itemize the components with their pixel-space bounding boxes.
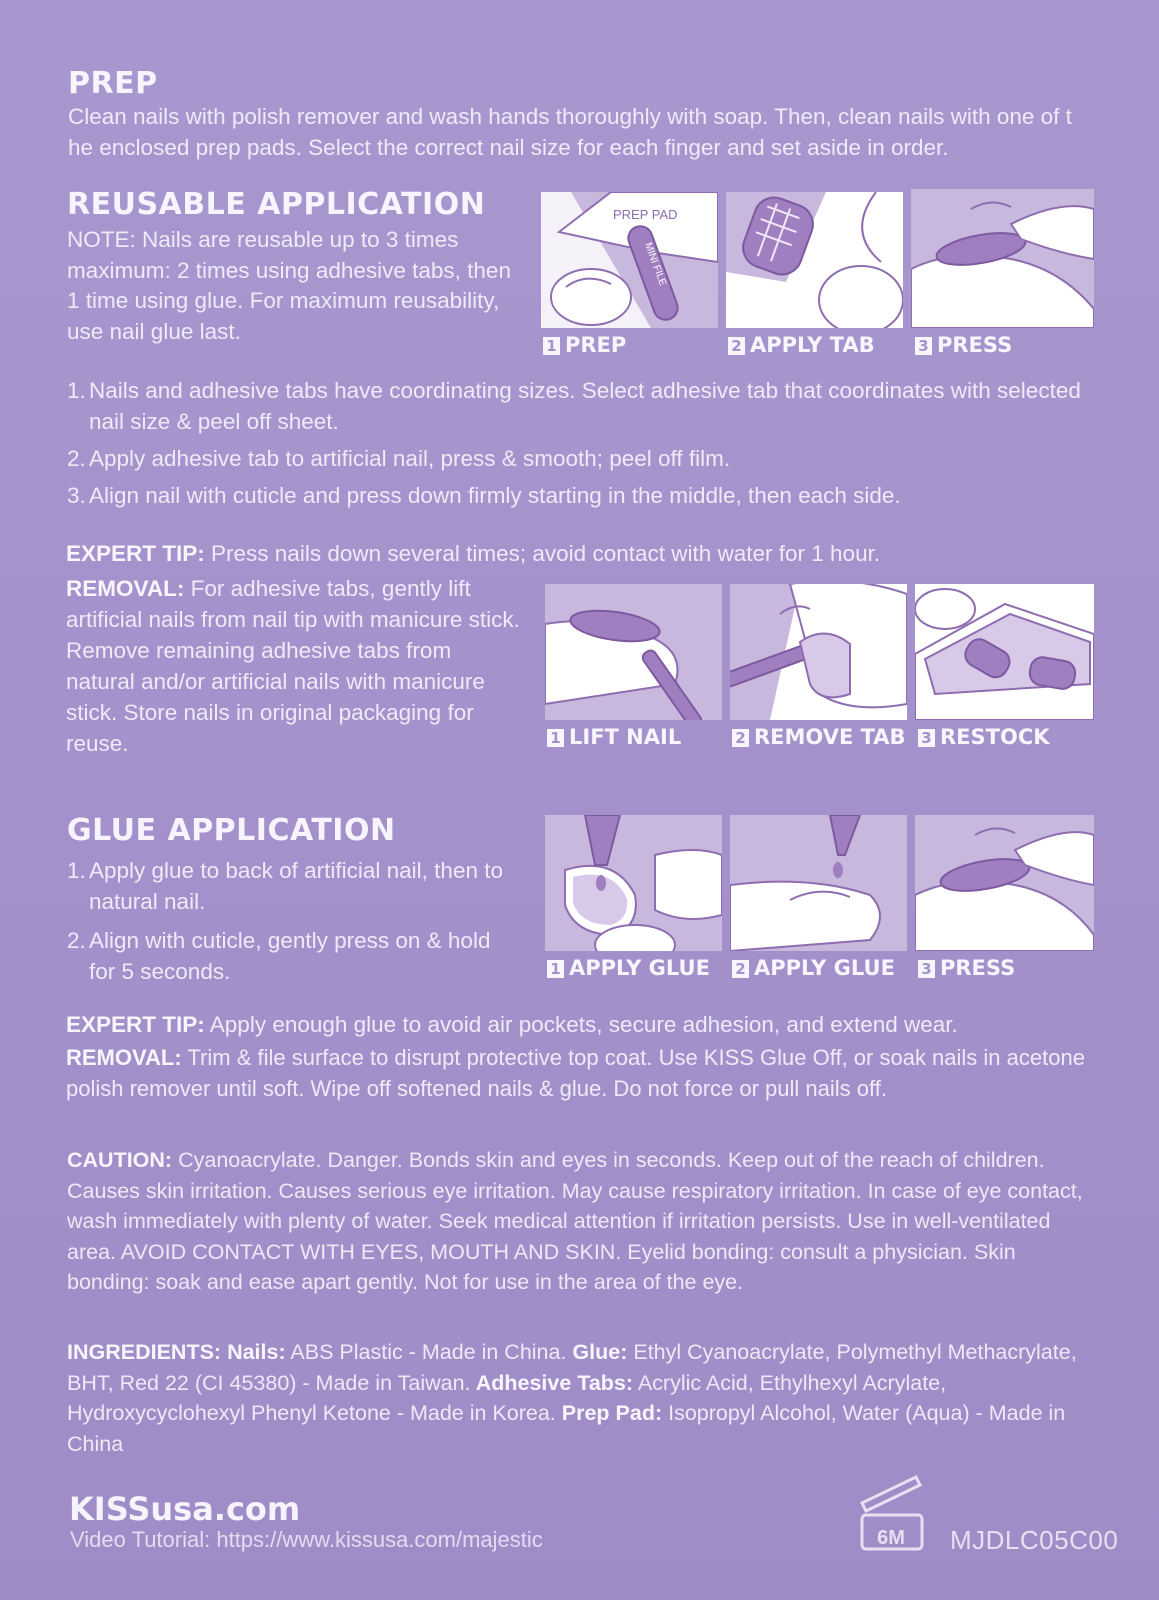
mini-file-label: MINI FILE <box>642 241 668 288</box>
caption-glue-press: 3 PRESS <box>918 956 1015 980</box>
glue-step-2: 2. Align with cuticle, gently press on & hold for 5 seconds. <box>67 928 491 984</box>
glue-expert-tip: EXPERT TIP: Apply enough glue to avoid air pockets, secure adhesion, and extend wear. <box>66 1012 958 1037</box>
reusable-expert-tip: EXPERT TIP: Press nails down several times; avoid contact with water for 1 hour. <box>66 541 881 566</box>
panel-apply-glue-2-image <box>730 815 907 951</box>
caption-press: 3 PRESS <box>915 333 1012 357</box>
caption-apply-glue-1: 1 APPLY GLUE <box>547 956 710 980</box>
video-tutorial-link[interactable]: Video Tutorial: https://www.kissusa.com/majestic <box>70 1527 543 1552</box>
panel-glue-press-image <box>915 815 1094 951</box>
caption-remove-tab: 2 REMOVE TAB <box>732 725 906 749</box>
pao-label: 6M <box>877 1527 905 1549</box>
caption-lift-nail: 1 LIFT NAIL <box>547 725 681 749</box>
caption-restock: 3 RESTOCK <box>918 725 1050 749</box>
glue-title: GLUE APPLICATION <box>67 813 396 848</box>
reusable-steps <box>67 375 1107 511</box>
product-code: MJDLC05C00 <box>950 1525 1119 1555</box>
caption-apply-glue-2: 2 APPLY GLUE <box>732 956 895 980</box>
prep-pad-label: PREP PAD <box>613 207 678 222</box>
reusable-removal: REMOVAL: For adhesive tabs, gently lift artificial nails from nail tip with manicure stick. Remove remaining adhesive tabs from natural and/or artificial nails with manicure stick. Store nails in original packaging for reuse. <box>66 576 520 756</box>
panel-prep-image <box>541 192 718 328</box>
site-link[interactable]: KISSusa.com <box>69 1490 301 1528</box>
reusable-step-1: 1. Nails and adhesive tabs have coordinating sizes. Select adhesive tab that coordinates with selected nail size & peel off sheet. <box>67 378 1081 434</box>
reusable-step-3: 3. Align nail with cuticle and press down firmly starting in the middle, then each side. <box>67 483 901 508</box>
reusable-title: REUSABLE APPLICATION <box>67 187 486 222</box>
ingredients-text: INGREDIENTS: Nails: ABS Plastic - Made in China. Glue: Ethyl Cyanoacrylate, Polymethyl Methacrylate, BHT, Red 22 (CI 45380) - Made in Taiwan. Adhesive Tabs: Acrylic Acid, Ethylhexyl Acrylate, Hydroxycyclohexyl Phenyl Ketone - Made in Korea. Prep Pad: Isopropyl Alcohol, Water (Aqua) - Made in China <box>67 1340 1077 1456</box>
glue-steps <box>67 855 507 987</box>
caption-apply-tab: 2 APPLY TAB <box>728 333 875 357</box>
panel-restock-image <box>915 584 1094 720</box>
panel-apply-glue-1-image <box>545 815 722 951</box>
caution-text: CAUTION: Cyanoacrylate. Danger. Bonds skin and eyes in seconds. Keep out of the reach of children. Causes skin irritation. Causes serious eye irritation. May cause respiratory irritation. In case of eye contact, wash immediately with plenty of water. Seek medical attention if irritation persists. Use in well-ventilated area. AVOID CONTACT WITH EYES, MOUTH AND SKIN. Eyelid bonding: consult a physician. Skin bonding: soak and ease apart gently. Not for use in the area of the eye. <box>67 1148 1083 1294</box>
glue-step-1: 1. Apply glue to back of artificial nail, then to natural nail. <box>67 858 503 914</box>
glue-removal: REMOVAL: Trim & file surface to disrupt protective top coat. Use KISS Glue Off, or soak nails in acetone polish remover until soft. Wipe off softened nails & glue. Do not force or pull nails off. <box>66 1045 1085 1101</box>
panel-lift-nail-image <box>545 584 722 720</box>
panel-press-image <box>911 189 1094 328</box>
panel-apply-tab-image <box>726 192 903 328</box>
reusable-step-2: 2. Apply adhesive tab to artificial nail, press & smooth; peel off film. <box>67 446 731 471</box>
prep-body: Clean nails with polish remover and wash hands thoroughly with soap. Then, clean nails with one of t he enclosed prep pads. Select the correct nail size for each finger and set aside in order. <box>68 104 1072 160</box>
prep-title: PREP <box>68 66 158 101</box>
reusable-note: NOTE: Nails are reusable up to 3 times maximum: 2 times using adhesive tabs, then 1 time using glue. For maximum reusability, use nail glue last. <box>67 227 511 344</box>
panel-remove-tab-image <box>730 584 907 720</box>
caption-prep: 1 PREP <box>543 333 626 357</box>
